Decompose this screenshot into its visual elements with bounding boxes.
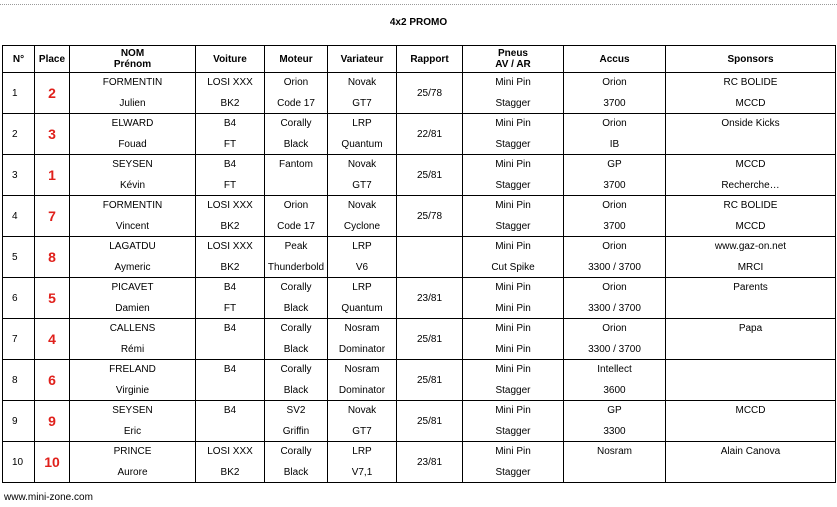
cell-pneus-line1: Mini Pin: [495, 159, 531, 170]
cell-place: 3: [35, 114, 70, 155]
table-row: [3, 73, 836, 114]
cell-variateur: [328, 73, 397, 114]
cell-moteur-line1: Orion: [283, 77, 309, 88]
col-header-pneus: [463, 46, 564, 73]
cell-nom-line2: Aurore: [117, 467, 148, 478]
cell-pneus-line2: Stagger: [495, 426, 531, 437]
cell-sponsors-line1: RC BOLIDE: [723, 77, 778, 88]
cell-moteur-line1: Corally: [280, 323, 312, 334]
cell-sponsors-line2: [666, 425, 835, 438]
cell-pneus: [463, 114, 564, 155]
col-header-nom: [70, 46, 196, 73]
cell-place: 5: [35, 278, 70, 319]
cell-nom-line2: Virginie: [115, 385, 150, 396]
cell-rapport: 23/81: [397, 278, 463, 319]
cell-nom-line1: FRELAND: [109, 364, 156, 375]
cell-nom-line2: Kévin: [119, 180, 145, 191]
cell-nom: [70, 155, 196, 196]
cell-voiture-line2: [196, 425, 264, 438]
cell-pneus-line2: Mini Pin: [495, 303, 531, 314]
cell-num: 6: [3, 278, 35, 319]
cell-accus-line1: Orion: [602, 241, 627, 252]
cell-pneus-line2: Mini Pin: [495, 344, 531, 355]
cell-sponsors-line2: Recherche…: [721, 180, 780, 191]
cell-variateur: [328, 114, 397, 155]
cell-variateur: [328, 401, 397, 442]
cell-place: 2: [35, 73, 70, 114]
col-header-accus: Accus: [564, 46, 666, 73]
cell-moteur-line2: Code 17: [277, 98, 315, 109]
cell-nom-line2: Julien: [119, 98, 146, 109]
cell-rapport: 25/81: [397, 401, 463, 442]
col-header-nom-label: NOM: [120, 48, 145, 59]
cell-pneus-line1: Mini Pin: [495, 323, 531, 334]
cell-nom-line2: Fouad: [118, 139, 147, 150]
cell-place: 6: [35, 360, 70, 401]
cell-nom: [70, 237, 196, 278]
cell-accus: [564, 401, 666, 442]
cell-accus-line2: IB: [609, 139, 620, 150]
cell-pneus-line1: Mini Pin: [495, 364, 531, 375]
cell-sponsors-line1: [666, 363, 835, 376]
cell-pneus-line2: Cut Spike: [491, 262, 535, 273]
cell-sponsors-line2: [666, 138, 835, 151]
cell-pneus-line1: Mini Pin: [495, 118, 531, 129]
cell-variateur-line1: LRP: [352, 241, 372, 252]
cell-accus-line1: Intellect: [597, 364, 632, 375]
cell-pneus-line1: Mini Pin: [495, 282, 531, 293]
cell-variateur: [328, 442, 397, 483]
cell-pneus: [463, 319, 564, 360]
cell-sponsors: [666, 155, 836, 196]
cell-pneus-line2: Stagger: [495, 385, 531, 396]
cell-sponsors: [666, 360, 836, 401]
cell-pneus-line1: Mini Pin: [495, 77, 531, 88]
table-row: [3, 155, 836, 196]
col-header-sponsors: Sponsors: [666, 46, 836, 73]
cell-pneus-line2: Stagger: [495, 180, 531, 191]
cell-sponsors-line1: RC BOLIDE: [723, 200, 778, 211]
cell-accus: [564, 442, 666, 483]
cell-moteur: [265, 319, 328, 360]
cell-pneus: [463, 442, 564, 483]
cell-voiture-line1: LOSI XXX: [207, 200, 253, 211]
cell-nom-line1: FORMENTIN: [102, 77, 163, 88]
cell-moteur-line2: Griffin: [282, 426, 310, 437]
cell-voiture: [196, 401, 265, 442]
cell-moteur-line2: Thunderbold: [267, 262, 325, 273]
cell-moteur: [265, 155, 328, 196]
cell-voiture-line1: LOSI XXX: [207, 241, 253, 252]
col-header-pneus-label: Pneus: [497, 48, 528, 59]
table-row: [3, 278, 836, 319]
table-row: [3, 196, 836, 237]
cell-nom: [70, 114, 196, 155]
results-body: [3, 73, 836, 483]
cell-sponsors-line1: MCCD: [735, 159, 766, 170]
cell-accus-line2: 3300 / 3700: [588, 303, 641, 314]
cell-moteur-line1: Peak: [284, 241, 308, 252]
cell-nom-line1: CALLENS: [109, 323, 156, 334]
cell-num: 1: [3, 73, 35, 114]
cell-voiture-line2: BK2: [220, 221, 240, 232]
cell-nom: [70, 401, 196, 442]
cell-variateur-line1: Nosram: [344, 323, 380, 334]
cell-num: 7: [3, 319, 35, 360]
cell-moteur-line2: Black: [283, 344, 309, 355]
cell-voiture: [196, 73, 265, 114]
cell-accus: [564, 155, 666, 196]
cell-rapport: 22/81: [397, 114, 463, 155]
cell-nom-line1: ELWARD: [111, 118, 154, 129]
cell-pneus-line1: Mini Pin: [495, 241, 531, 252]
cell-sponsors-line2: MCCD: [735, 221, 766, 232]
cell-pneus-line1: Mini Pin: [495, 405, 531, 416]
cell-accus-line1: GP: [607, 159, 622, 170]
cell-voiture: [196, 155, 265, 196]
table-row: [3, 319, 836, 360]
cell-moteur-line2: Black: [283, 467, 309, 478]
cell-variateur-line1: Novak: [347, 159, 377, 170]
cell-pneus: [463, 237, 564, 278]
cell-accus-line1: Orion: [602, 118, 627, 129]
cell-voiture: [196, 114, 265, 155]
cell-variateur-line1: LRP: [352, 118, 372, 129]
cell-sponsors-line2: MRCI: [737, 262, 764, 273]
cell-accus-line1: GP: [607, 405, 622, 416]
cell-pneus-line2: Stagger: [495, 221, 531, 232]
cell-nom: [70, 73, 196, 114]
cell-accus-line1: Orion: [602, 200, 627, 211]
cell-accus-line2: 3600: [603, 385, 626, 396]
col-header-voiture: Voiture: [196, 46, 265, 73]
cell-sponsors-line1: Alain Canova: [720, 446, 781, 457]
cell-variateur-line1: LRP: [352, 446, 372, 457]
cell-rapport: 25/78: [397, 73, 463, 114]
cell-moteur: [265, 401, 328, 442]
cell-sponsors-line1: Parents: [733, 282, 768, 293]
cell-variateur-line1: Nosram: [344, 364, 380, 375]
cell-accus: [564, 73, 666, 114]
col-header-moteur: Moteur: [265, 46, 328, 73]
table-row: [3, 442, 836, 483]
cell-rapport: 25/81: [397, 155, 463, 196]
cell-accus-line1: Nosram: [596, 446, 632, 457]
cell-nom-line2: Eric: [123, 426, 142, 437]
cell-place: 10: [35, 442, 70, 483]
top-dotted-rule: [0, 4, 837, 5]
cell-nom-line2: Damien: [115, 303, 150, 314]
cell-voiture: [196, 360, 265, 401]
table-row: [3, 360, 836, 401]
cell-voiture-line2: BK2: [220, 467, 240, 478]
cell-variateur-line2: V6: [355, 262, 369, 273]
cell-place: 7: [35, 196, 70, 237]
cell-sponsors: [666, 401, 836, 442]
cell-moteur-line1: Corally: [280, 364, 312, 375]
cell-moteur-line2: Black: [283, 303, 309, 314]
cell-moteur-line1: Fantom: [279, 159, 313, 170]
cell-pneus-line2: Stagger: [495, 98, 531, 109]
cell-num: 9: [3, 401, 35, 442]
cell-place: 9: [35, 401, 70, 442]
cell-voiture: [196, 278, 265, 319]
cell-voiture-line1: B4: [223, 405, 237, 416]
cell-moteur: [265, 114, 328, 155]
cell-num: 2: [3, 114, 35, 155]
cell-pneus: [463, 73, 564, 114]
cell-voiture-line2: FT: [223, 139, 237, 150]
cell-sponsors-line2: MCCD: [735, 98, 766, 109]
cell-variateur: [328, 155, 397, 196]
cell-sponsors-line1: MCCD: [735, 405, 766, 416]
table-row: [3, 114, 836, 155]
cell-voiture-line1: LOSI XXX: [207, 446, 253, 457]
cell-voiture: [196, 196, 265, 237]
cell-rapport: 25/81: [397, 319, 463, 360]
cell-accus-line2: 3300 / 3700: [588, 262, 641, 273]
cell-pneus: [463, 401, 564, 442]
cell-moteur-line2: [265, 179, 327, 192]
cell-pneus-line1: Mini Pin: [495, 200, 531, 211]
cell-variateur-line2: Quantum: [341, 139, 383, 150]
cell-voiture-line1: B4: [223, 364, 237, 375]
cell-moteur-line1: Orion: [283, 200, 309, 211]
col-header-variateur: Variateur: [328, 46, 397, 73]
cell-sponsors: [666, 237, 836, 278]
cell-rapport: [397, 237, 463, 278]
cell-sponsors: [666, 319, 836, 360]
cell-nom-line1: SEYSEN: [112, 159, 153, 170]
cell-pneus: [463, 155, 564, 196]
cell-num: 3: [3, 155, 35, 196]
cell-sponsors: [666, 114, 836, 155]
cell-voiture-line2: FT: [223, 303, 237, 314]
cell-moteur-line2: Black: [283, 385, 309, 396]
cell-pneus-line2: Stagger: [495, 139, 531, 150]
cell-voiture-line1: B4: [223, 282, 237, 293]
cell-variateur-line2: V7,1: [351, 467, 373, 478]
cell-nom-line2: Rémi: [120, 344, 145, 355]
cell-voiture-line1: B4: [223, 118, 237, 129]
cell-sponsors-line2: [666, 302, 835, 315]
cell-sponsors: [666, 73, 836, 114]
cell-accus-line1: Orion: [602, 323, 627, 334]
cell-accus: [564, 237, 666, 278]
cell-moteur: [265, 237, 328, 278]
cell-sponsors: [666, 442, 836, 483]
cell-nom-line2: Aymeric: [114, 262, 151, 273]
cell-pneus: [463, 196, 564, 237]
cell-voiture-line2: BK2: [220, 262, 240, 273]
cell-accus: [564, 360, 666, 401]
cell-sponsors-line2: [666, 466, 835, 479]
cell-moteur-line1: Corally: [280, 118, 312, 129]
cell-variateur-line2: Dominator: [338, 344, 386, 355]
cell-variateur: [328, 196, 397, 237]
page-title: 4x2 PROMO: [389, 17, 448, 28]
cell-moteur-line1: Corally: [280, 282, 312, 293]
cell-pneus: [463, 360, 564, 401]
cell-accus-line2: 3300 / 3700: [588, 344, 641, 355]
cell-accus-line1: Orion: [602, 77, 627, 88]
cell-nom: [70, 196, 196, 237]
col-header-rapport: Rapport: [397, 46, 463, 73]
cell-accus-line2: 3700: [603, 221, 626, 232]
cell-sponsors: [666, 278, 836, 319]
cell-voiture-line2: [196, 384, 264, 397]
cell-num: 8: [3, 360, 35, 401]
cell-variateur-line2: Quantum: [341, 303, 383, 314]
cell-moteur: [265, 360, 328, 401]
cell-variateur-line2: GT7: [352, 426, 372, 437]
cell-variateur: [328, 319, 397, 360]
cell-variateur-line1: Novak: [347, 200, 377, 211]
cell-variateur-line2: GT7: [352, 98, 372, 109]
cell-num: 5: [3, 237, 35, 278]
cell-variateur: [328, 360, 397, 401]
cell-voiture: [196, 442, 265, 483]
cell-sponsors-line1: Onside Kicks: [721, 118, 780, 129]
cell-moteur-line2: Black: [283, 139, 309, 150]
col-header-prenom-label: Prénom: [113, 59, 152, 70]
cell-num: 10: [3, 442, 35, 483]
cell-accus-line2: 3300: [603, 426, 626, 437]
col-header-pneus-sub: AV / AR: [495, 59, 531, 70]
cell-accus-line2: [564, 466, 665, 479]
cell-variateur: [328, 278, 397, 319]
col-header-num: N°: [3, 46, 35, 73]
table-row: [3, 401, 836, 442]
header-row: [3, 46, 836, 73]
cell-accus: [564, 196, 666, 237]
results-table: [2, 45, 836, 483]
cell-variateur: [328, 237, 397, 278]
cell-moteur: [265, 442, 328, 483]
cell-voiture-line1: LOSI XXX: [207, 77, 253, 88]
cell-accus: [564, 114, 666, 155]
cell-moteur: [265, 73, 328, 114]
cell-sponsors: [666, 196, 836, 237]
cell-place: 8: [35, 237, 70, 278]
cell-voiture: [196, 237, 265, 278]
cell-nom-line2: Vincent: [115, 221, 150, 232]
cell-pneus: [463, 278, 564, 319]
cell-nom: [70, 319, 196, 360]
cell-accus-line1: Orion: [602, 282, 627, 293]
cell-nom-line1: PICAVET: [111, 282, 154, 293]
cell-sponsors-line2: [666, 384, 835, 397]
cell-moteur-line1: Corally: [280, 446, 312, 457]
cell-voiture: [196, 319, 265, 360]
cell-nom: [70, 360, 196, 401]
cell-variateur-line2: Dominator: [338, 385, 386, 396]
cell-num: 4: [3, 196, 35, 237]
cell-accus-line2: 3700: [603, 180, 626, 191]
cell-rapport: 23/81: [397, 442, 463, 483]
cell-nom: [70, 278, 196, 319]
cell-pneus-line1: Mini Pin: [495, 446, 531, 457]
cell-accus: [564, 319, 666, 360]
cell-accus-line2: 3700: [603, 98, 626, 109]
cell-sponsors-line1: www.gaz-on.net: [714, 241, 787, 252]
cell-voiture-line1: B4: [223, 159, 237, 170]
cell-sponsors-line2: [666, 343, 835, 356]
cell-moteur-line1: SV2: [286, 405, 306, 416]
cell-nom: [70, 442, 196, 483]
cell-nom-line1: LAGATDU: [109, 241, 156, 252]
cell-variateur-line1: Novak: [347, 405, 377, 416]
cell-variateur-line1: LRP: [352, 282, 372, 293]
col-header-place: Place: [35, 46, 70, 73]
footer-url: www.mini-zone.com: [4, 492, 93, 503]
table-row: [3, 237, 836, 278]
cell-rapport: 25/81: [397, 360, 463, 401]
cell-voiture-line2: BK2: [220, 98, 240, 109]
cell-variateur-line1: Novak: [347, 77, 377, 88]
cell-voiture-line2: [196, 343, 264, 356]
cell-accus: [564, 278, 666, 319]
cell-variateur-line2: GT7: [352, 180, 372, 191]
cell-moteur-line2: Code 17: [277, 221, 315, 232]
cell-variateur-line2: Cyclone: [343, 221, 381, 232]
cell-voiture-line2: FT: [223, 180, 237, 191]
cell-place: 4: [35, 319, 70, 360]
cell-rapport: 25/78: [397, 196, 463, 237]
cell-nom-line1: FORMENTIN: [102, 200, 163, 211]
cell-place: 1: [35, 155, 70, 196]
cell-voiture-line1: B4: [223, 323, 237, 334]
cell-pneus-line2: Stagger: [495, 467, 531, 478]
cell-moteur: [265, 278, 328, 319]
cell-sponsors-line1: Papa: [738, 323, 763, 334]
cell-nom-line1: SEYSEN: [112, 405, 153, 416]
cell-moteur: [265, 196, 328, 237]
cell-nom-line1: PRINCE: [113, 446, 152, 457]
